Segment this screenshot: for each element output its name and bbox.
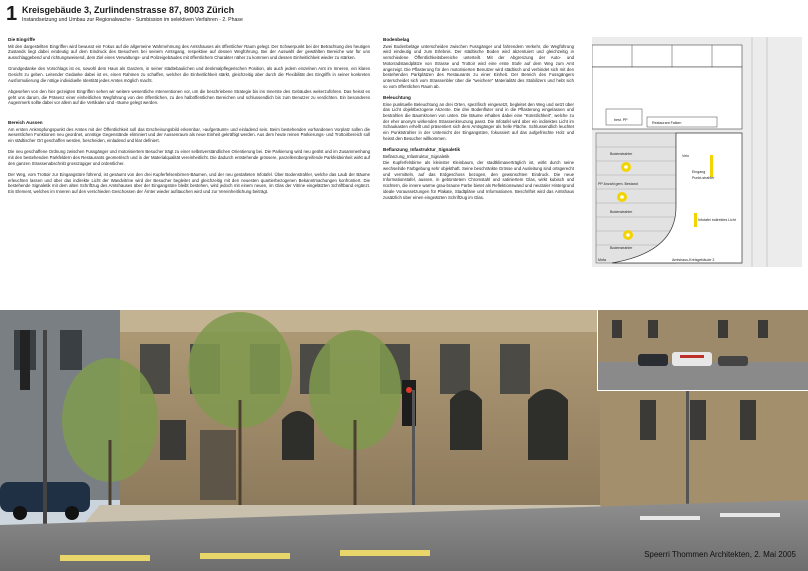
section-number: 1 xyxy=(6,3,18,25)
page-title: Kreisgebäude 3, Zurlindenstrasse 87, 8003 Zürich xyxy=(22,5,235,15)
subheading-beflanzung: Beflanzung_Infastruktur_Signaletik xyxy=(383,153,450,159)
plan-label-building: Amtshaus-Kreisgebäude 3 xyxy=(672,258,715,262)
plan-label-bodenstrahler-1: Bodenstrahler xyxy=(610,152,633,156)
heading-beleuchtung: Beleuchtung xyxy=(383,94,411,100)
plan-label-eingang: Eingang xyxy=(692,170,706,174)
heading-bereich-aussen: Bereich Aussen xyxy=(8,120,43,126)
plan-label-punktstrahler: Punkt-strahler xyxy=(692,176,715,180)
paragraph-beflanzung: Die Kupferfelsbirne als kleinster Kleinbaum, der stadtklimaverträglich ist, wirkt durch seine wechselnde Farbgebung sehr objekthaft. Seine beschränkte Grösse und Ausleitung sind ortsgerecht und vermitteln, auf das Erdgeschoss bezogen, den gewünschten Eindruck. Die neue Informationstafel, aussen, in gebürstetem Chromstahl und satiniertem Glas, wirkt kubisch und nüchtern, die innere warme grau-braune Farbe bietet als Reflektionswand und neutraler Hintergrund ideale Voraussetzungen für Plakate, Stadtpläne und Informationen. Beschriftet wird das Amtshaus zusätzlich über einen eingeätzten Schriftzug im Glas. xyxy=(383,160,574,200)
plan-label-bodenstrahler-2: Bodenstrahler xyxy=(610,210,633,214)
middle-text-column xyxy=(383,37,574,206)
heading-die-eingriffe: Die Eingriffe xyxy=(8,37,36,42)
plan-label-best-pp: best. PP xyxy=(614,118,628,122)
paragraph-aussen-3: Der Weg, vom Trottoir zur Eingangstüre führend, ist gesäumt von den drei Kupferfelsenbirnen-Bäumen, und der neu gestalteten Infotafel. Über Bodenstrahler, welche das Laub der Bäume erleuchten lassen und über das indirekte Licht der Wandvitrine wird der Besucher begleitet und gleichzeitig mit den neuesten quartierbezogenen Bekanntmachungen konfrontiert. Die bestehende Signaletik mit dem alten Schriftzug des Amtshauses über der Eingangstüre bleibt bestehen, wird jedoch mit einem neuen, im Glas der Vitrine eingelätzten Schriftband ergänzt. Ein Element, welches im Inneren auf den verschieden Geschossen der Ämter wieder aufitauchen wird und zur Vereinheitlichung beiträgt. xyxy=(8,171,370,195)
plan-label-velo: Velo xyxy=(682,154,689,158)
page-subtitle: Instandsetzung und Umbau zur Regionalwache - Sumbission im selektiven Verfahren - 2. Phase xyxy=(22,17,243,23)
plan-label-infotafel: Infotafel indirektes Licht xyxy=(698,218,736,222)
heading-bodenbelag: Bodenbelag xyxy=(383,37,410,42)
paragraph-eingriffe-1: Mit den dargestellten Eingriffen wird bewusst ein Fokus auf die allgemeine Wahrnehmung des Amtshauses als öffentlicher Raum gelegt. Der Schwerpunkt bei der Betrachtung des heutigen Zustands liegt dabei eindeutig auf dem Eindruck des Besuchers bei seinem Amtsgang, respektive auf dessen Wegführung. Bei der Auswahl der gewählten Bereiche war für uns ausschlaggebend und richtungsweisend, dem Ziel eines Verwaltungs- und Polizeigebäudes mit öffentlichem Charakter näher zu kommen und dessen Einheitlichkeit wieder zu stärken. xyxy=(8,43,370,61)
plan-label-bodenstrahler-3: Bodenstrahler xyxy=(610,246,633,250)
plan-label-mofa: Mofa xyxy=(598,258,606,262)
author-credit: Speerri Thommen Architekten, 2. Mai 2005 xyxy=(644,550,796,559)
paragraph-aussen-2: Die neu geschaffene Ordnung zwischen Fussgänger und motorisiertem Besucher trägt zu einer selbstverständlichen Orientierung bei. Die Parkierung wird neu geölst und im Zusammenhang mit den bestehenden Parkfeldern des Restaurants geometrisch und in der Materialqualität vereinheitlicht. Die dadurch entstehende grössere, parzellenübergreifende Parkfeldeinheit wirkt auf den ganzen Strassenabschnitt grosszügiger und ordentlicher. xyxy=(8,149,370,166)
street-photo-inset xyxy=(597,310,808,391)
plan-label-pp-anzahl: PP Anzahl gem. Bestand xyxy=(598,182,638,186)
site-plan xyxy=(592,37,802,267)
paragraph-eingriffe-3: Abgesehen von den hier gezeigten Eingriffen sehen wir weitere wesentliche Interventionen vor, um die beschriebene Strategie bis ins Innerste des Gebäudes weiterzuführen. Das heisst es geht uns darum, die Präsenz einer einheitlichen Wegführung von den öffentlichen, zu den halböffentlichen Bereichen und schlussendlich bis zum Benutzer zu verdichten. Ein besonderes Augenmerk sollte dabei vor allem auf die Vertikalen und -räume gelegt werden. xyxy=(8,88,370,106)
plan-label-restaurant: Restaurant Falken xyxy=(652,121,682,125)
paragraph-bodenbelag: Zwei Bodenbeläge unterscheiden zwischen Fussgänger und fahrendem Verkehr, die Wegführung wird eindeutig und zum Erlebnis. Der städtische Boden wird akzentuiert und gleichzeitig in verschiedene Öffentlichkeitsbereiche unterteilt. Mit der Abgrenzung der Auto- und Motorradstandplätze von Strasse und Trottoir wird eine erste Stufe auf dem Weg zum Amt angezeigt. Die Pflasterung für den motorisierten Benutzer wird städtisch und verbindet sich mit den bestehenden Parkplätzen des Restaurants zu einer Einheit. Der Bereich des Fussgängers unterscheidet sich vom Strassenbler über die "weichere" Materialität des Stabilizers und hebt sich so vom öffentlichen Raum ab. xyxy=(383,43,574,89)
paragraph-eingriffe-2: Grundgedanke des Vorschlags ist es, sowohl dem Haus als Ganzem, in seiner städtebaulichen und denkmalpflegerischen Position, als auch jedem einzelnen Amt im Inneren, ein klares Gesicht zu geben. Leitender Gedanke dabei ist es, einen Rahmen zu schaffen, welcher die Einheitlichkeit stärkt, gleichzeitig aber durch die Flexibilität des Eingriffs in seiner konkreten Ausformulierung die nötige individuelle Identität jedes Amtes möglich macht. xyxy=(8,66,370,83)
paragraph-aussen-1: Am ersten Anknüpfungspunkt des Amtes mit der Öffentlichkeit soll das Erscheinungsbild erkennbar, »aufgeräumt« und einladend sein. Beim bestehenden vorhandenen Vorplatz sollen die wesentlichen Funktionen neu geordnet, unnötige Gegenstände eliminiert und der Aussenraum als neue Einheit gekräftigt werden. Aus dem heute reinen Parkierungs- und Trottoirbereich soll ein städtischer Ort geschaffen werden, bescheiden, einladend und klar definiert. xyxy=(8,126,370,144)
paragraph-beleuchtung: Eine punktuelle Beleuchtung an drei Orten, spezifisch eingesetzt, begleitet den Weg und setzt über das Licht objektbezogene Akzente. Die drei Bodenfluter sind in die Pflasterung eingelassen und bestrahlen die Baumkronen von unten. Die Bäume erhalten dabei eine "Künstlichkeit", welche zu der eher anonym wirkenden Strassenkreuzung passt. Die Infotafel wird über ein indirektes Licht im Schaukasten erhellt und präsentiert sich dem Amtsgänger als helle Fläche. Schlussendlich leuchtet ein Punktstrahler in der Untersicht der Eingangstüre, fokussiert auf das aufgefrischte Holz und heisst den Besucher willkommen. xyxy=(383,101,574,141)
heading-beflanzung: Beflanzung_Infastruktur_Signaletik xyxy=(383,146,461,152)
left-text-column xyxy=(8,37,370,200)
